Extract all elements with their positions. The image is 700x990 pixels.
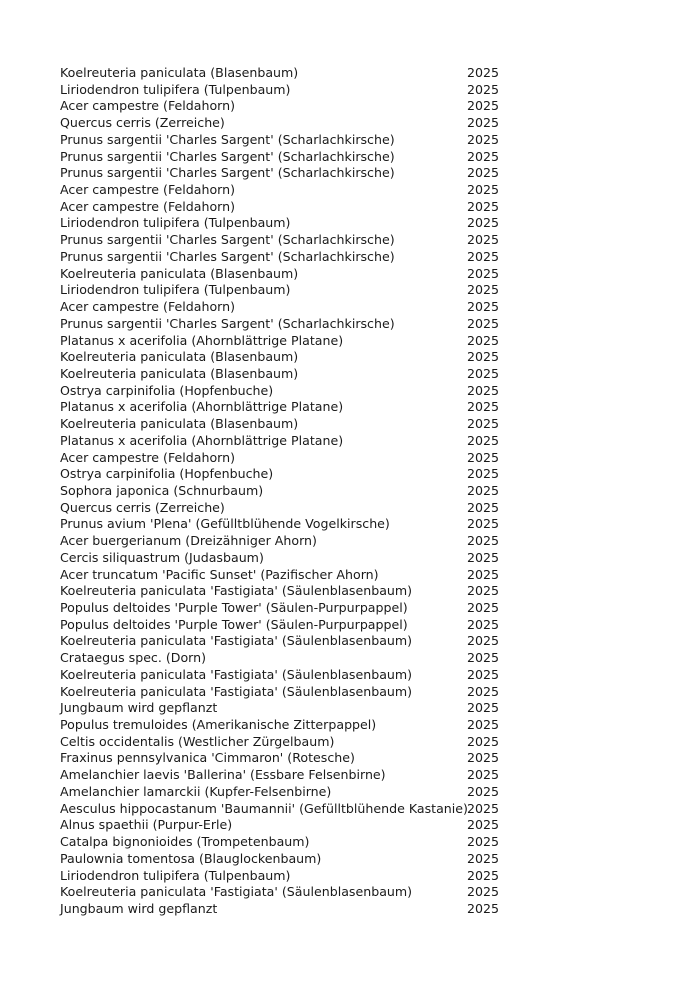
planting-year: 2025	[467, 717, 500, 733]
list-item	[60, 516, 520, 533]
tree-planting-list	[60, 65, 520, 918]
tree-species-name: Alnus spaethii (Purpur-Erle)	[60, 817, 233, 833]
list-item	[60, 215, 520, 232]
planting-year: 2025	[467, 248, 500, 264]
tree-species-name: Quercus cerris (Zerreiche)	[60, 499, 225, 515]
tree-species-name: Acer campestre (Feldahorn)	[60, 449, 236, 465]
tree-species-name: Prunus avium 'Plena' (Gefülltblühende Vogelkirsche)	[60, 516, 390, 532]
list-item	[60, 650, 520, 667]
planting-year: 2025	[467, 466, 500, 482]
planting-year: 2025	[467, 867, 500, 883]
tree-species-name: Acer buergerianum (Dreizähniger Ahorn)	[60, 533, 317, 549]
planting-year: 2025	[467, 349, 500, 365]
planting-year: 2025	[467, 733, 500, 749]
list-item	[60, 583, 520, 600]
planting-year: 2025	[467, 616, 500, 632]
planting-year: 2025	[467, 382, 500, 398]
tree-species-name: Koelreuteria paniculata (Blasenbaum)	[60, 349, 299, 365]
list-item	[60, 483, 520, 500]
tree-species-name: Catalpa bignonioides (Trompetenbaum)	[60, 834, 310, 850]
list-item	[60, 500, 520, 517]
list-item	[60, 282, 520, 299]
planting-year: 2025	[467, 600, 500, 615]
list-item	[60, 533, 520, 550]
planting-year: 2025	[467, 416, 500, 432]
list-item	[60, 266, 520, 283]
tree-species-name: Prunus sargentii 'Charles Sargent' (Scharlachkirsche)	[60, 315, 395, 331]
tree-species-name: Populus tremuloides (Amerikanische Zitterpappel)	[60, 717, 377, 733]
tree-species-name: Jungbaum wird gepflanzt	[60, 900, 218, 916]
planting-year: 2025	[467, 115, 500, 131]
tree-species-name: Koelreuteria paniculata (Blasenbaum)	[60, 65, 299, 80]
planting-year: 2025	[467, 399, 500, 415]
list-item	[60, 232, 520, 249]
tree-species-name: Acer campestre (Feldahorn)	[60, 98, 236, 114]
tree-species-name: Paulownia tomentosa (Blauglockenbaum)	[60, 850, 322, 866]
tree-species-name: Liriodendron tulipifera (Tulpenbaum)	[60, 867, 291, 883]
list-item	[60, 199, 520, 216]
list-item	[60, 149, 520, 166]
planting-year: 2025	[467, 432, 500, 448]
tree-species-name: Prunus sargentii 'Charles Sargent' (Scharlachkirsche)	[60, 248, 395, 264]
tree-species-name: Liriodendron tulipifera (Tulpenbaum)	[60, 81, 291, 97]
list-item	[60, 132, 520, 149]
planting-year: 2025	[467, 533, 500, 549]
list-item	[60, 249, 520, 266]
list-item	[60, 98, 520, 115]
planting-year: 2025	[467, 282, 500, 298]
tree-species-name: Aesculus hippocastanum 'Baumannii' (Gefülltblühende Kastanie)	[60, 800, 468, 816]
list-item	[60, 600, 520, 617]
list-item	[60, 901, 520, 918]
tree-species-name: Koelreuteria paniculata 'Fastigiata' (Säulenblasenbaum)	[60, 666, 413, 682]
list-item	[60, 884, 520, 901]
list-item	[60, 383, 520, 400]
planting-year: 2025	[467, 683, 500, 699]
list-item	[60, 817, 520, 834]
tree-species-name: Acer campestre (Feldahorn)	[60, 182, 236, 198]
tree-species-name: Quercus cerris (Zerreiche)	[60, 115, 225, 131]
planting-year: 2025	[467, 182, 500, 198]
planting-year: 2025	[467, 750, 500, 766]
list-item	[60, 550, 520, 567]
list-item	[60, 667, 520, 684]
planting-year: 2025	[467, 800, 500, 816]
tree-species-name: Amelanchier laevis 'Ballerina' (Essbare Felsenbirne)	[60, 767, 386, 783]
tree-species-name: Ostrya carpinifolia (Hopfenbuche)	[60, 466, 274, 482]
planting-year: 2025	[467, 850, 500, 866]
planting-year: 2025	[467, 700, 500, 716]
tree-species-name: Koelreuteria paniculata 'Fastigiata' (Säulenblasenbaum)	[60, 683, 413, 699]
planting-year: 2025	[467, 165, 500, 181]
planting-year: 2025	[467, 198, 500, 214]
list-item	[60, 82, 520, 99]
list-item	[60, 700, 520, 717]
tree-species-name: Prunus sargentii 'Charles Sargent' (Scharlachkirsche)	[60, 131, 395, 147]
list-item	[60, 366, 520, 383]
planting-year: 2025	[467, 265, 500, 281]
list-item	[60, 316, 520, 333]
tree-species-name: Prunus sargentii 'Charles Sargent' (Scharlachkirsche)	[60, 148, 395, 164]
tree-species-name: Platanus x acerifolia (Ahornblättrige Platane)	[60, 399, 344, 415]
tree-species-name: Crataegus spec. (Dorn)	[60, 650, 207, 666]
tree-species-name: Acer campestre (Feldahorn)	[60, 198, 236, 214]
list-item	[60, 851, 520, 868]
list-item	[60, 617, 520, 634]
planting-year: 2025	[467, 65, 500, 80]
planting-year: 2025	[467, 900, 500, 916]
planting-year: 2025	[467, 499, 500, 515]
planting-year: 2025	[467, 148, 500, 164]
planting-year: 2025	[467, 315, 500, 331]
tree-species-name: Populus deltoides 'Purple Tower' (Säulen-Purpurpappel)	[60, 616, 408, 632]
tree-species-name: Populus deltoides 'Purple Tower' (Säulen-Purpurpappel)	[60, 600, 408, 615]
planting-year: 2025	[467, 767, 500, 783]
tree-species-name: Acer campestre (Feldahorn)	[60, 299, 236, 315]
planting-year: 2025	[467, 549, 500, 565]
tree-species-name: Koelreuteria paniculata (Blasenbaum)	[60, 365, 299, 381]
planting-year: 2025	[467, 566, 500, 582]
planting-year: 2025	[467, 215, 500, 231]
list-item	[60, 633, 520, 650]
list-item	[60, 399, 520, 416]
tree-species-name: Koelreuteria paniculata (Blasenbaum)	[60, 265, 299, 281]
planting-year: 2025	[467, 817, 500, 833]
tree-species-name: Prunus sargentii 'Charles Sargent' (Scharlachkirsche)	[60, 232, 395, 248]
tree-species-name: Koelreuteria paniculata 'Fastigiata' (Säulenblasenbaum)	[60, 884, 413, 900]
list-item	[60, 416, 520, 433]
tree-species-name: Platanus x acerifolia (Ahornblättrige Platane)	[60, 432, 344, 448]
list-item	[60, 466, 520, 483]
planting-year: 2025	[467, 884, 500, 900]
tree-species-name: Koelreuteria paniculata 'Fastigiata' (Säulenblasenbaum)	[60, 633, 413, 649]
planting-year: 2025	[467, 98, 500, 114]
list-item	[60, 567, 520, 584]
tree-species-name: Liriodendron tulipifera (Tulpenbaum)	[60, 282, 291, 298]
planting-year: 2025	[467, 650, 500, 666]
planting-year: 2025	[467, 834, 500, 850]
tree-species-name: Ostrya carpinifolia (Hopfenbuche)	[60, 382, 274, 398]
tree-species-name: Amelanchier lamarckii (Kupfer-Felsenbirne)	[60, 783, 332, 799]
list-item	[60, 684, 520, 701]
planting-year: 2025	[467, 666, 500, 682]
planting-year: 2025	[467, 299, 500, 315]
planting-year: 2025	[467, 332, 500, 348]
tree-species-name: Celtis occidentalis (Westlicher Zürgelbaum)	[60, 733, 335, 749]
planting-year: 2025	[467, 365, 500, 381]
list-item	[60, 868, 520, 885]
tree-species-name: Koelreuteria paniculata 'Fastigiata' (Säulenblasenbaum)	[60, 583, 413, 599]
planting-year: 2025	[467, 449, 500, 465]
tree-species-name: Platanus x acerifolia (Ahornblättrige Platane)	[60, 332, 344, 348]
list-item	[60, 349, 520, 366]
list-item	[60, 165, 520, 182]
planting-year: 2025	[467, 633, 500, 649]
planting-year: 2025	[467, 81, 500, 97]
tree-species-name: Cercis siliquastrum (Judasbaum)	[60, 549, 264, 565]
tree-species-name: Fraxinus pennsylvanica 'Cimmaron' (Rotesche)	[60, 750, 355, 766]
tree-species-name: Prunus sargentii 'Charles Sargent' (Scharlachkirsche)	[60, 165, 395, 181]
tree-species-name: Liriodendron tulipifera (Tulpenbaum)	[60, 215, 291, 231]
list-item	[60, 333, 520, 350]
list-item	[60, 784, 520, 801]
planting-year: 2025	[467, 482, 500, 498]
planting-year: 2025	[467, 783, 500, 799]
list-item	[60, 182, 520, 199]
tree-species-name: Koelreuteria paniculata (Blasenbaum)	[60, 416, 299, 432]
planting-year: 2025	[467, 516, 500, 532]
list-item	[60, 734, 520, 751]
tree-species-name: Acer truncatum 'Pacific Sunset' (Pazifischer Ahorn)	[60, 566, 379, 582]
list-item	[60, 717, 520, 734]
planting-year: 2025	[467, 131, 500, 147]
list-item	[60, 450, 520, 467]
list-item	[60, 115, 520, 132]
list-item	[60, 750, 520, 767]
list-item	[60, 801, 520, 818]
list-item	[60, 433, 520, 450]
list-item	[60, 65, 520, 82]
tree-species-name: Sophora japonica (Schnurbaum)	[60, 482, 264, 498]
tree-species-name: Jungbaum wird gepflanzt	[60, 700, 218, 716]
list-item	[60, 834, 520, 851]
list-item	[60, 299, 520, 316]
planting-year: 2025	[467, 232, 500, 248]
list-item	[60, 767, 520, 784]
planting-year: 2025	[467, 583, 500, 599]
